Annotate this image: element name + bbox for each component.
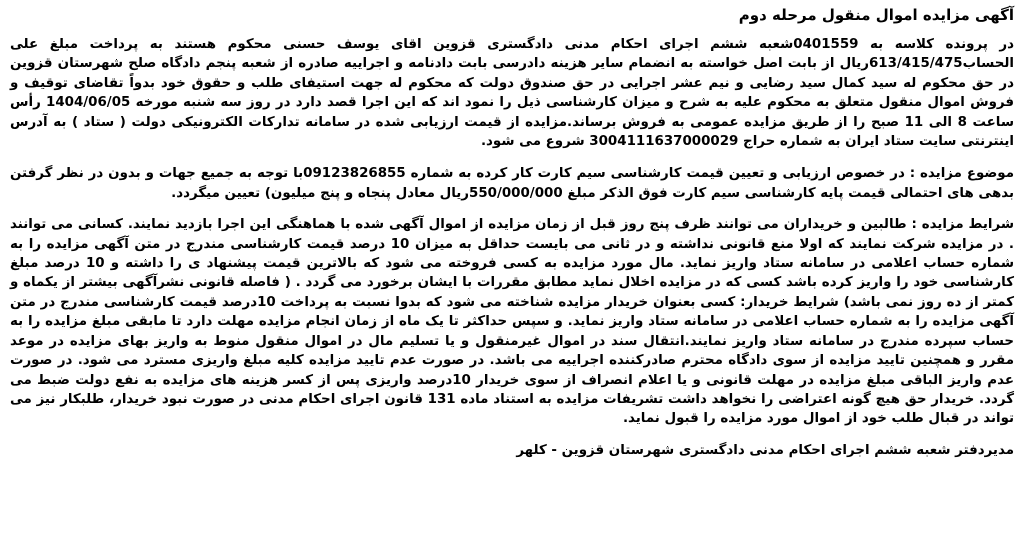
signature-line: مدیردفتر شعبه ششم اجرای احکام مدنی دادگستری شهرستان قزوین - کلهر <box>516 442 1014 458</box>
auction-conditions-paragraph: شرایط مزایده : طالبین و خریداران می توانند ظرف پنج روز قبل از زمان مزایده از اموال آگهی شده با هماهنگی این اجرا بازدید نمایند. کسانی می توانند . در مزایده شرکت نمایند که اولا منع قانونی نداشته و در ثانی می بایست حداقل به میزان 10 درصد قیمت کارشناسی مندرج در متن آگهی مزایده را به شماره حساب اعلامی در سامانه ستاد واریز نماید. مال مورد مزایده به کسی فروخته می شود که بالاترین قیمت پیشنهاد ی را داشته و 10 درصد مبلغ کارشناسی خود را واریز کرده باشد کسی که در مزایده اخلال نماید مطابق مقررات با ایشان برخورد می گردد . ( فاصله قانونی نشرآگهی بیشتر از یکماه و کمتر از ده روز نمی باشد) شرایط خریدار: کسی بعنوان خریدار مزایده شناخته می شود که بدوا نسبت به پرداخت 10درصد قیمت کارشناسی مندرج در متن آگهی مزایده را به شماره حساب اعلامی در سامانه ستاد واریز نماید. و سپس حداکثر تا یک ماه از زمان انجام مزایده مهلت دارد تا مابقی مبلغ مزایده را به حساب سپرده مندرج در سامانه ستاد واریز نمایند.انتقال سند در اموال غیرمنقول و یا تسلیم مال در اموال منقول منوط به واریز بهای مزایده در موعد مقرر و همچنین تایید مزایده از سوی دادگاه محترم صادرکننده اجراییه می باشد. در صورت عدم تایید مزایده کلیه مبلغ واریزی مسترد می شود. در صورت عدم واریز الباقی مبلغ مزایده در مهلت قانونی و یا اعلام انصراف از سوی خریدار 10درصد واریزی پس از کسر هزینه های مزایده به نفع دولت ضبط می گردد. خریدار حق هیچ گونه اعتراضی را نخواهد داشت تشریفات مزایده به استناد ماده 131 قانون اجرای احکام مدنی در صورت نبود خریدار، طلبکار نیز می تواند در قبال طلب خود از اموال مورد مزایده را قبول نماید. <box>10 217 1015 427</box>
notice-title: آگهی مزایده اموال منقول مرحله دوم <box>738 6 1014 24</box>
case-details-paragraph: در پرونده کلاسه به 0401559شعبه ششم اجرای احکام مدنی دادگستری قزوین اقای یوسف حسنی محکوم هستند به پرداخت مبلغ علی الحساب613/415/475ریال از بابت اصل خواسته به انضمام سایر هزینه دادرسی بابت دادنامه و اجراییه صادره از شعبه پنجم دادگاه صلح شهرستان قزوین در حق محکوم له سید کمال سید رضایی و نیم عشر اجرایی در حق صندوق دولت که محکوم له جهت استیفای طلب و حقوق خود بدواً تقاضای توقیف و فروش اموال منقول متعلق به محکوم علیه به شرح و میزان کارشناسی ذیل را نمود اند که این اجرا قصد دارد در روز سه شنبه مورخه 1404/06/05 رأس ساعت 8 الی 11 صبح را از طریق مزایده عمومی به فروش برساند.مزایده از قیمت ارزیابی شده در سامانه تدارکات الکترونیکی دولت ( ستاد ) به آدرس اینترنتی سایت ستاد ایران به شماره حراج 3004111637000029 شروع می شود. <box>10 37 1014 150</box>
auction-subject-paragraph: موضوع مزایده : در خصوص ارزیابی و تعیین قیمت کارشناسی سیم کارت کار کرده به شماره 09123826855با توجه به جمیع جهات و بدون در نظر گرفتن بدهی های احتمالی قیمت پایه کارشناسی سیم کارت فوق الذکر مبلغ 550/000/000ریال معادل پنجاه و پنج میلیون) تعیین میگردد. <box>10 166 1014 201</box>
